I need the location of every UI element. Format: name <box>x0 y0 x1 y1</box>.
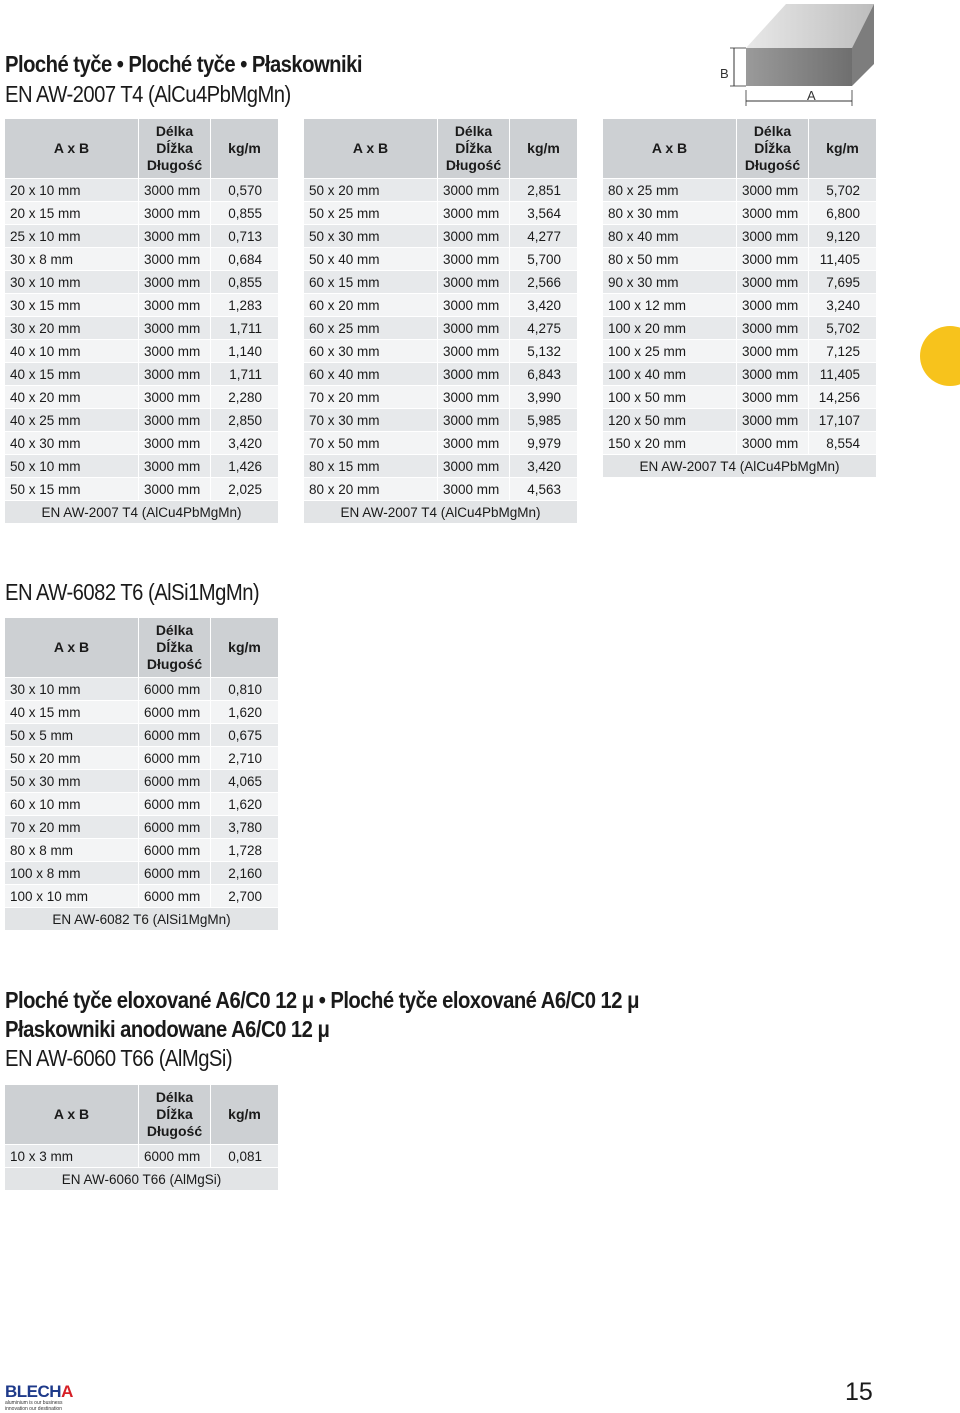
cell-length: 3000 mm <box>139 294 211 317</box>
table-row <box>5 816 279 839</box>
cell-weight: 3,564 <box>510 202 578 225</box>
cell-weight: 1,728 <box>211 839 279 862</box>
table-body <box>603 179 877 478</box>
cell-dimension: 50 x 30 mm <box>304 225 438 248</box>
cell-length: 3000 mm <box>139 432 211 455</box>
table-row <box>5 455 279 478</box>
section-title: Ploché tyče eloxované A6/C0 12 μ • Ploché tyče eloxované A6/C0 12 μ <box>5 987 639 1013</box>
cell-length: 3000 mm <box>438 363 510 386</box>
cell-dimension: 50 x 40 mm <box>304 248 438 271</box>
table-row <box>304 340 578 363</box>
cell-dimension: 60 x 15 mm <box>304 271 438 294</box>
cell-length: 6000 mm <box>139 1145 211 1168</box>
cell-dimension: 30 x 10 mm <box>5 678 139 701</box>
header-kgm: kg/m <box>510 119 578 179</box>
dimension-label-b: B <box>720 66 729 81</box>
cell-weight: 2,566 <box>510 271 578 294</box>
table-row <box>603 432 877 455</box>
cell-length: 3000 mm <box>438 455 510 478</box>
cell-length: 6000 mm <box>139 701 211 724</box>
cell-weight: 2,710 <box>211 747 279 770</box>
table-row <box>603 340 877 363</box>
table-row <box>304 363 578 386</box>
cell-weight: 0,855 <box>211 202 279 225</box>
dimension-label-a: A <box>807 88 816 103</box>
spec-table-3 <box>602 118 877 478</box>
cell-dimension: 40 x 15 mm <box>5 701 139 724</box>
table-row <box>5 747 279 770</box>
cell-dimension: 40 x 15 mm <box>5 363 139 386</box>
table-header <box>603 119 877 179</box>
cell-length: 3000 mm <box>139 386 211 409</box>
cell-dimension: 40 x 20 mm <box>5 386 139 409</box>
table-row <box>5 885 279 908</box>
table-row <box>304 179 578 202</box>
spec-table-1 <box>4 118 279 524</box>
cell-weight: 3,990 <box>510 386 578 409</box>
cell-length: 3000 mm <box>438 386 510 409</box>
cell-weight: 11,405 <box>809 248 877 271</box>
table-header <box>304 119 578 179</box>
table-row <box>603 386 877 409</box>
cell-dimension: 50 x 20 mm <box>5 747 139 770</box>
cell-dimension: 60 x 20 mm <box>304 294 438 317</box>
cell-dimension: 70 x 20 mm <box>304 386 438 409</box>
cell-length: 6000 mm <box>139 862 211 885</box>
cell-weight: 5,702 <box>809 179 877 202</box>
cell-dimension: 50 x 5 mm <box>5 724 139 747</box>
cell-dimension: 60 x 30 mm <box>304 340 438 363</box>
table-footer-alloy: EN AW-2007 T4 (AlCu4PbMgMn) <box>603 455 877 478</box>
table-body <box>5 179 279 524</box>
cell-dimension: 100 x 8 mm <box>5 862 139 885</box>
cell-weight: 0,684 <box>211 248 279 271</box>
header-length: Délka Dĺžka Długość <box>139 119 211 179</box>
header-axb: A x B <box>5 618 139 678</box>
cell-weight: 1,711 <box>211 363 279 386</box>
cell-dimension: 30 x 20 mm <box>5 317 139 340</box>
cell-length: 3000 mm <box>737 225 809 248</box>
cell-dimension: 70 x 50 mm <box>304 432 438 455</box>
cell-dimension: 20 x 10 mm <box>5 179 139 202</box>
table-header <box>5 1085 279 1145</box>
flat-bar-diagram <box>710 0 890 110</box>
cell-weight: 11,405 <box>809 363 877 386</box>
table-row <box>603 363 877 386</box>
cell-weight: 2,851 <box>510 179 578 202</box>
table-row <box>5 839 279 862</box>
cell-dimension: 80 x 15 mm <box>304 455 438 478</box>
company-logo: BLECHA aluminium is our business innovation our destination <box>5 1382 73 1412</box>
cell-length: 6000 mm <box>139 885 211 908</box>
cell-weight: 8,554 <box>809 432 877 455</box>
cell-dimension: 10 x 3 mm <box>5 1145 139 1168</box>
cell-weight: 1,620 <box>211 793 279 816</box>
header-length: Délka Dĺžka Długość <box>737 119 809 179</box>
cell-length: 3000 mm <box>139 455 211 478</box>
cell-length: 3000 mm <box>139 317 211 340</box>
table-row <box>5 317 279 340</box>
table-row <box>5 225 279 248</box>
table-row <box>5 724 279 747</box>
cell-length: 3000 mm <box>139 225 211 248</box>
cell-dimension: 100 x 12 mm <box>603 294 737 317</box>
table-row <box>5 363 279 386</box>
cell-weight: 1,140 <box>211 340 279 363</box>
cell-length: 3000 mm <box>737 317 809 340</box>
cell-weight: 5,132 <box>510 340 578 363</box>
cell-length: 3000 mm <box>438 202 510 225</box>
cell-dimension: 40 x 30 mm <box>5 432 139 455</box>
cell-length: 3000 mm <box>139 363 211 386</box>
cell-length: 3000 mm <box>438 271 510 294</box>
cell-length: 3000 mm <box>438 409 510 432</box>
cell-weight: 2,280 <box>211 386 279 409</box>
cell-weight: 3,420 <box>211 432 279 455</box>
cell-dimension: 30 x 8 mm <box>5 248 139 271</box>
table-body <box>5 1145 279 1191</box>
cell-length: 3000 mm <box>737 363 809 386</box>
spec-table-4 <box>4 617 279 931</box>
cell-length: 3000 mm <box>438 179 510 202</box>
cell-weight: 5,985 <box>510 409 578 432</box>
cell-weight: 0,570 <box>211 179 279 202</box>
table-footer-row <box>5 1168 279 1191</box>
cell-dimension: 100 x 40 mm <box>603 363 737 386</box>
cell-length: 3000 mm <box>438 317 510 340</box>
cell-weight: 0,081 <box>211 1145 279 1168</box>
cell-length: 3000 mm <box>737 179 809 202</box>
spec-table-5 <box>4 1084 279 1191</box>
table-row <box>603 202 877 225</box>
header-length: Délka Dĺžka Długość <box>438 119 510 179</box>
cell-weight: 4,277 <box>510 225 578 248</box>
table-row <box>304 248 578 271</box>
cell-length: 6000 mm <box>139 747 211 770</box>
table-row <box>304 317 578 340</box>
cell-length: 3000 mm <box>438 248 510 271</box>
cell-dimension: 50 x 20 mm <box>304 179 438 202</box>
cell-dimension: 100 x 20 mm <box>603 317 737 340</box>
header-kgm: kg/m <box>211 119 279 179</box>
table-row <box>5 793 279 816</box>
table-row <box>603 409 877 432</box>
cell-length: 3000 mm <box>737 386 809 409</box>
cell-dimension: 90 x 30 mm <box>603 271 737 294</box>
page-number: 15 <box>845 1378 873 1406</box>
cell-dimension: 50 x 25 mm <box>304 202 438 225</box>
table-row <box>5 179 279 202</box>
cell-weight: 0,855 <box>211 271 279 294</box>
cell-dimension: 100 x 50 mm <box>603 386 737 409</box>
header-axb: A x B <box>5 1085 139 1145</box>
cell-length: 3000 mm <box>737 202 809 225</box>
table-row <box>5 248 279 271</box>
cell-weight: 7,125 <box>809 340 877 363</box>
table-row <box>603 179 877 202</box>
cell-dimension: 20 x 15 mm <box>5 202 139 225</box>
cell-dimension: 80 x 25 mm <box>603 179 737 202</box>
section-subtitle: EN AW-6060 T66 (AlMgSi) <box>5 1045 233 1071</box>
table-row <box>5 271 279 294</box>
cell-dimension: 70 x 20 mm <box>5 816 139 839</box>
table-row <box>304 478 578 501</box>
cell-weight: 5,700 <box>510 248 578 271</box>
table-row <box>304 432 578 455</box>
cell-weight: 3,420 <box>510 455 578 478</box>
table-row <box>304 202 578 225</box>
section-title: Ploché tyče • Ploché tyče • Płaskowniki <box>5 51 362 77</box>
cell-weight: 3,780 <box>211 816 279 839</box>
table-row <box>5 1145 279 1168</box>
cell-weight: 0,810 <box>211 678 279 701</box>
cell-length: 6000 mm <box>139 793 211 816</box>
cell-dimension: 80 x 8 mm <box>5 839 139 862</box>
table-body <box>5 678 279 931</box>
cell-length: 3000 mm <box>139 478 211 501</box>
table-row <box>304 294 578 317</box>
spec-table-2 <box>303 118 578 524</box>
cell-dimension: 100 x 25 mm <box>603 340 737 363</box>
cell-length: 3000 mm <box>139 340 211 363</box>
cell-weight: 1,711 <box>211 317 279 340</box>
cell-weight: 5,702 <box>809 317 877 340</box>
cell-dimension: 80 x 50 mm <box>603 248 737 271</box>
table-header <box>5 119 279 179</box>
table-footer-alloy: EN AW-6060 T66 (AlMgSi) <box>5 1168 279 1191</box>
cell-dimension: 60 x 25 mm <box>304 317 438 340</box>
table-row <box>5 701 279 724</box>
table-row <box>603 271 877 294</box>
cell-dimension: 60 x 40 mm <box>304 363 438 386</box>
table-row <box>5 294 279 317</box>
section-title: EN AW-6082 T6 (AlSi1MgMn) <box>5 579 260 605</box>
cell-dimension: 100 x 10 mm <box>5 885 139 908</box>
table-row <box>304 271 578 294</box>
cell-length: 3000 mm <box>438 294 510 317</box>
cell-dimension: 80 x 30 mm <box>603 202 737 225</box>
cell-length: 3000 mm <box>438 432 510 455</box>
cell-weight: 3,240 <box>809 294 877 317</box>
cell-length: 3000 mm <box>737 432 809 455</box>
cell-weight: 2,700 <box>211 885 279 908</box>
table-row <box>304 386 578 409</box>
table-footer-row <box>304 501 578 524</box>
cell-length: 3000 mm <box>438 225 510 248</box>
table-row <box>603 225 877 248</box>
table-row <box>5 202 279 225</box>
cell-length: 3000 mm <box>737 294 809 317</box>
cell-weight: 4,563 <box>510 478 578 501</box>
cell-weight: 0,713 <box>211 225 279 248</box>
header-kgm: kg/m <box>211 1085 279 1145</box>
cell-weight: 2,850 <box>211 409 279 432</box>
table-footer-alloy: EN AW-2007 T4 (AlCu4PbMgMn) <box>304 501 578 524</box>
table-footer-alloy: EN AW-6082 T6 (AlSi1MgMn) <box>5 908 279 931</box>
cell-dimension: 80 x 20 mm <box>304 478 438 501</box>
cell-length: 3000 mm <box>737 409 809 432</box>
cell-dimension: 80 x 40 mm <box>603 225 737 248</box>
cell-length: 3000 mm <box>139 202 211 225</box>
cell-length: 3000 mm <box>438 340 510 363</box>
table-row <box>5 770 279 793</box>
cell-weight: 9,979 <box>510 432 578 455</box>
header-length: Délka Dĺžka Długość <box>139 1085 211 1145</box>
cell-length: 3000 mm <box>737 271 809 294</box>
cell-dimension: 50 x 10 mm <box>5 455 139 478</box>
cell-length: 3000 mm <box>139 248 211 271</box>
cell-length: 3000 mm <box>139 179 211 202</box>
cell-weight: 2,160 <box>211 862 279 885</box>
header-axb: A x B <box>5 119 139 179</box>
table-footer-row <box>5 501 279 524</box>
cell-dimension: 70 x 30 mm <box>304 409 438 432</box>
cell-dimension: 30 x 15 mm <box>5 294 139 317</box>
table-row <box>5 340 279 363</box>
cell-length: 3000 mm <box>737 340 809 363</box>
table-row <box>304 409 578 432</box>
cell-length: 3000 mm <box>438 478 510 501</box>
table-row <box>5 678 279 701</box>
cell-length: 6000 mm <box>139 816 211 839</box>
cell-weight: 4,275 <box>510 317 578 340</box>
table-row <box>5 862 279 885</box>
table-row <box>304 225 578 248</box>
cell-weight: 17,107 <box>809 409 877 432</box>
cell-length: 3000 mm <box>139 409 211 432</box>
table-footer-alloy: EN AW-2007 T4 (AlCu4PbMgMn) <box>5 501 279 524</box>
cell-dimension: 25 x 10 mm <box>5 225 139 248</box>
cell-weight: 1,283 <box>211 294 279 317</box>
cell-weight: 14,256 <box>809 386 877 409</box>
cell-length: 6000 mm <box>139 724 211 747</box>
cell-dimension: 120 x 50 mm <box>603 409 737 432</box>
cell-dimension: 60 x 10 mm <box>5 793 139 816</box>
header-length: Délka Dĺžka Długość <box>139 618 211 678</box>
section-title-line2: Płaskowniki anodowane A6/C0 12 μ <box>5 1016 330 1042</box>
table-footer-row <box>603 455 877 478</box>
table-row <box>5 386 279 409</box>
header-kgm: kg/m <box>211 618 279 678</box>
table-row <box>5 409 279 432</box>
cell-dimension: 50 x 15 mm <box>5 478 139 501</box>
table-row <box>603 294 877 317</box>
cell-weight: 6,800 <box>809 202 877 225</box>
cell-dimension: 50 x 30 mm <box>5 770 139 793</box>
table-row <box>603 248 877 271</box>
header-axb: A x B <box>603 119 737 179</box>
table-row <box>5 432 279 455</box>
cell-weight: 4,065 <box>211 770 279 793</box>
cell-weight: 6,843 <box>510 363 578 386</box>
cell-dimension: 40 x 25 mm <box>5 409 139 432</box>
header-kgm: kg/m <box>809 119 877 179</box>
cell-weight: 3,420 <box>510 294 578 317</box>
cell-dimension: 40 x 10 mm <box>5 340 139 363</box>
cell-weight: 1,620 <box>211 701 279 724</box>
table-footer-row <box>5 908 279 931</box>
cell-weight: 7,695 <box>809 271 877 294</box>
table-body <box>304 179 578 524</box>
cell-weight: 9,120 <box>809 225 877 248</box>
cell-dimension: 150 x 20 mm <box>603 432 737 455</box>
decorative-yellow-circle <box>920 326 960 386</box>
cell-length: 6000 mm <box>139 839 211 862</box>
cell-length: 3000 mm <box>737 248 809 271</box>
table-row <box>5 478 279 501</box>
table-row <box>304 455 578 478</box>
cell-weight: 1,426 <box>211 455 279 478</box>
cell-length: 6000 mm <box>139 770 211 793</box>
cell-weight: 0,675 <box>211 724 279 747</box>
header-axb: A x B <box>304 119 438 179</box>
cell-length: 3000 mm <box>139 271 211 294</box>
section-subtitle: EN AW-2007 T4 (AlCu4PbMgMn) <box>5 81 291 107</box>
cell-length: 6000 mm <box>139 678 211 701</box>
table-header <box>5 618 279 678</box>
table-row <box>603 317 877 340</box>
cell-weight: 2,025 <box>211 478 279 501</box>
cell-dimension: 30 x 10 mm <box>5 271 139 294</box>
